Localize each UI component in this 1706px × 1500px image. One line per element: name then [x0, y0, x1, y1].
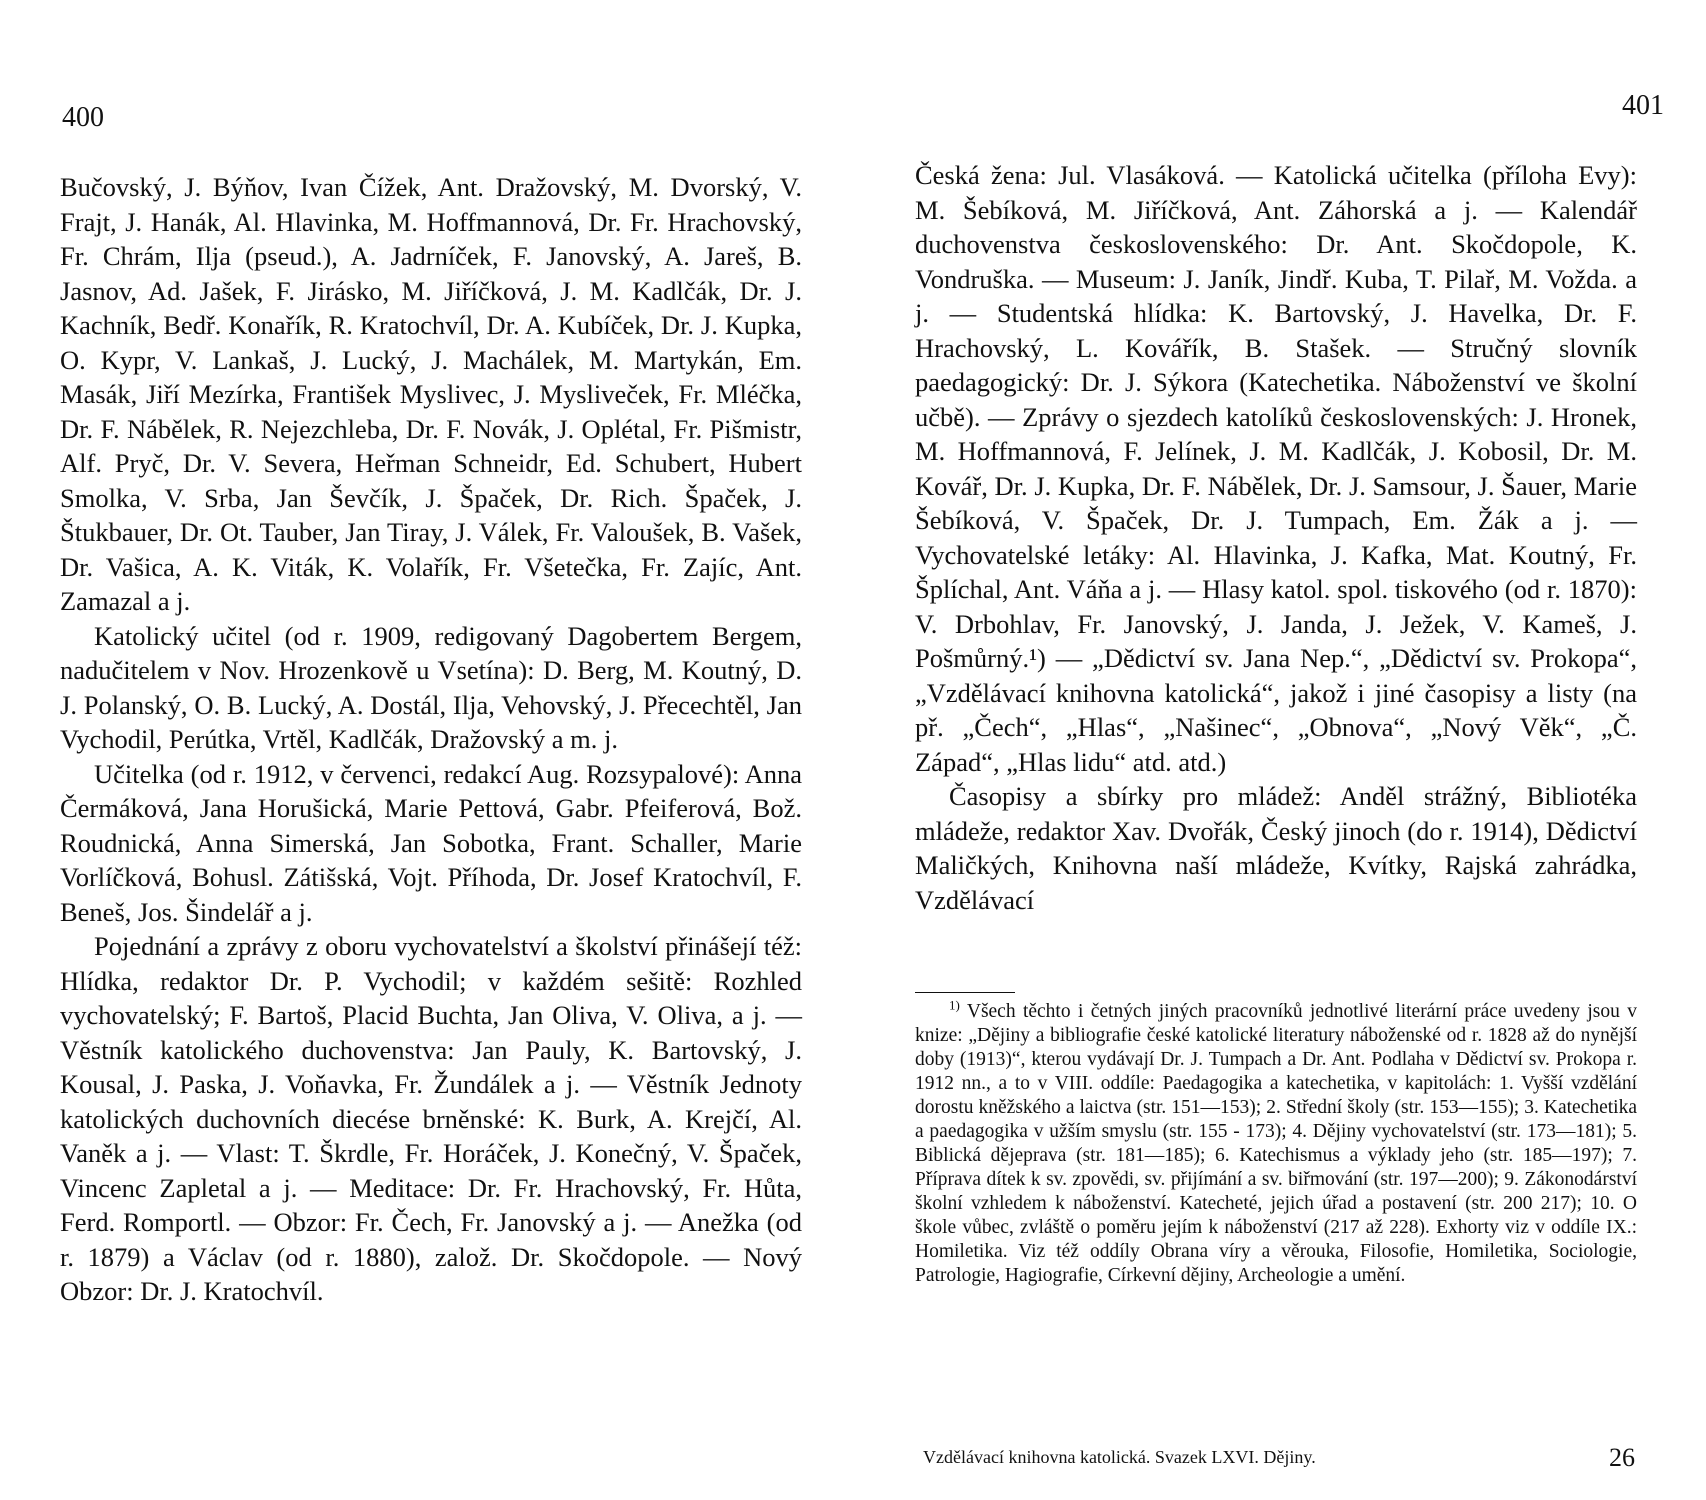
right-page — [853, 0, 1706, 1500]
footnote-mark: 1) — [949, 997, 960, 1013]
paragraph: Učitelka (od r. 1912, v červenci, redakcí Aug. Rozsypalové): Anna Čermáková, Jana Horušická, Marie Pettová, Gabr. Pfeiferová, Bož. Roudnická, Anna Simerská, Jan Sobotka, Frant. Schaller, Marie Vorlíčková, Bohusl. Zátišská, Vojt. Příhoda, Dr. Josef Kratochvíl, F. Beneš, Jos. Šindelář a j. — [60, 758, 802, 927]
footnote-divider — [915, 992, 1015, 993]
signature-mark: 26 — [1609, 1443, 1635, 1472]
paragraph: Bučovský, J. Býňov, Ivan Čížek, Ant. Dražovský, M. Dvorský, V. Frajt, J. Hanák, Al. Hlavinka, M. Hoffmannová, Dr. Fr. Hrachovský, Fr. Chrám, Ilja (pseud.), A. Jadrníček, F. Janovský, A. Jareš, B. Jasnov, Ad. Jašek, F. Jirásko, M. Jiříčková, J. M. Kadlčák, Dr. J. Kachník, Bedř. Konařík, R. Kratochvíl, Dr. A. Kubíček, Dr. J. Kupka, O. Kypr, V. Lankaš, J. Lucký, J. Machálek, M. Martykán, Em. Masák, Jiří Mezírka, František Myslivec, J. Mysliveček, Fr. Mléčka, Dr. F. Nábělek, R. Nejezchleba, Dr. F. Novák, J. Oplétal, Fr. Pišmistr, Alf. Pryč, Dr. V. Severa, Heřman Schneidr, Ed. Schubert, Hubert Smolka, V. Srba, Jan Ševčík, J. Špaček, Dr. Rich. Špaček, J. Štukbauer, Dr. Ot. Tauber, Jan Tiray, J. Válek, Fr. Valoušek, B. Vašek, Dr. Vašica, A. K. Viták, K. Volařík, Fr. Všetečka, Fr. Zajíc, Ant. Zamazal a j. — [60, 172, 802, 616]
page-footer — [923, 1443, 1635, 1472]
footnote-text: Všech těchto i četných jiných pracovníků jednotlivé literární práce uvedeny jsou v knize: „Dějiny a bibliografie české katolické literatury náboženské od r. 1828 až do nynější doby (1913)“, kterou vydávají Dr. J. Tumpach a Dr. Ant. Podlaha v Dědictví sv. Prokopa r. 1912 nn., a to v VIII. oddíle: Paedagogika a katechetika, v kapitolách: 1. Vyšší vzdělání dorostu kněžského a laictva (str. 151—153); 2. Střední školy (str. 153—155); 3. Katechetika a paedagogika v užším smyslu (str. 155 - 173); 4. Dějiny vychovatelství (str. 173—181); 5. Biblická dějeprava (str. 181—185); 6. Katechismus a výklady jeho (str. 185—197); 7. Příprava dítek k sv. zpovědi, sv. přijímání a sv. biřmování (str. 197—200); 9. Zákonodárství školní vzhledem k náboženství. Katecheté, jejich úřad a postavení (str. 200 217); 10. O škole vůbec, zvláště o poměru jejím k náboženství (217 až 228). Exhorty viz v oddíle IX.: Homiletika. Viz též oddíly Obrana víry a věrouka, Filosofie, Homiletika, Sociologie, Patrologie, Hagiografie, Církevní dějiny, Archeologie a umění. — [915, 1001, 1637, 1286]
paragraph: Česká žena: Jul. Vlasáková. — Katolická učitelka (příloha Evy): M. Šebíková, M. Jiříčková, Ant. Záhorská a j. — Kalendář duchovenstva československého: Dr. Ant. Skočdopole, K. Vondruška. — Museum: J. Janík, Jindř. Kuba, T. Pilař, M. Vožda. a j. — Studentská hlídka: K. Bartovský, J. Havelka, Dr. F. Hrachovský, L. Kovářík, B. Stašek. — Stručný slovník paedagogický: Dr. J. Sýkora (Katechetika. Náboženství ve školní učbě). — Zprávy o sjezdech katolíků československých: J. Hronek, M. Hoffmannová, F. Jelínek, J. M. Kadlčák, J. Kobosil, Dr. M. Kovář, Dr. J. Kupka, Dr. F. Nábělek, Dr. J. Samsour, J. Šauer, Marie Šebíková, V. Špaček, Dr. J. Tumpach, Em. Žák a j. — Vychovatelské letáky: Al. Hlavinka, J. Kafka, Mat. Koutný, Fr. Šplíchal, Ant. Váňa a j. — Hlasy katol. spol. tiskového (od r. 1870): V. Drbohlav, Fr. Janovský, J. Janda, J. Ježek, V. Kameš, J. Pošmůrný.¹) — „Dědictví sv. Jana Nep.“, „Dědictví sv. Prokopa“, „Vzdělávací knihovna katolická“, jakož i jiné časopisy a listy (na př. „Čech“, „Hlas“, „Našinec“, „Obnova“, „Nový Věk“, „Č. Západ“, „Hlas lidu“ atd. atd.) — [915, 160, 1637, 777]
footer-text: Vzdělávací knihovna katolická. Svazek LXVI. Dějiny. — [923, 1447, 1316, 1467]
paragraph: Pojednání a zprávy z oboru vychovatelství a školství přinášejí též: Hlídka, redaktor Dr. P. Vychodil; v každém sešitě: Rozhled vychovatelský; F. Bartoš, Placid Buchta, Jan Oliva, V. Oliva, a j. — Věstník katolického duchovenstva: Jan Pauly, K. Bartovský, J. Kousal, J. Paska, J. Voňavka, Fr. Žundálek a j. — Věstník Jednoty katolických duchovních diecése brněnské: K. Burk, A. Krejčí, Al. Vaněk a j. — Vlast: T. Škrdle, Fr. Horáček, J. Konečný, V. Špaček, Vincenc Zapletal a j. — Meditace: Dr. Fr. Hrachovský, Fr. Hůta, Ferd. Romportl. — Obzor: Fr. Čech, Fr. Janovský a j. — Anežka (od r. 1879) a Václav (od r. 1880), založ. Dr. Skočdopole. — Nový Obzor: Dr. J. Kratochvíl. — [60, 931, 802, 1306]
paragraph: Katolický učitel (od r. 1909, redigovaný Dagobertem Bergem, nadučitelem v Nov. Hrozenkově u Vsetína): D. Berg, M. Koutný, D. J. Polanský, O. B. Lucký, A. Dostál, Ilja, Vehovský, J. Přecechtěl, Jan Vychodil, Perútka, Vrtěl, Kadlčák, Dražovský a m. j. — [60, 620, 802, 754]
paragraph: Časopisy a sbírky pro mládež: Anděl strážný, Bibliotéka mládeže, redaktor Xav. Dvořák, Český jinoch (do r. 1914), Dědictví Maličkých, Knihovna naší mládeže, Kvítky, Rajská zahrádka, Vzdělávací — [915, 781, 1637, 915]
footnote — [915, 997, 1637, 1288]
left-text-column — [60, 170, 802, 1309]
page-number: 401 — [1622, 90, 1664, 121]
right-text-column — [915, 158, 1637, 917]
page-number: 400 — [62, 102, 104, 133]
